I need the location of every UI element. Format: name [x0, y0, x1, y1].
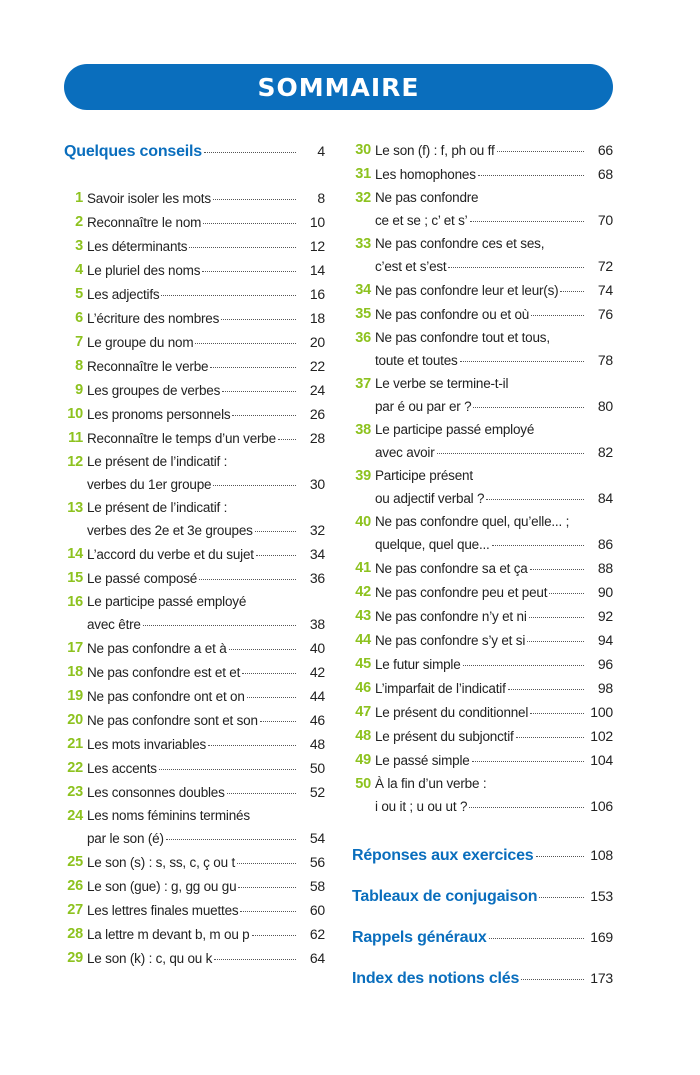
dot-leader: [227, 792, 296, 794]
page-number: 16: [309, 286, 325, 302]
dot-leader: [463, 664, 584, 666]
toc-column-right: [352, 139, 613, 1007]
page-number: 8: [317, 190, 325, 206]
page-number: 40: [309, 640, 325, 656]
dot-leader: [240, 910, 296, 912]
dot-leader: [489, 937, 584, 939]
entry-title-line: Le participe passé employé: [375, 422, 535, 437]
page-number: 94: [597, 632, 613, 648]
chapter-number: 6: [75, 310, 83, 326]
page-number: 46: [309, 712, 325, 728]
dot-leader: [486, 498, 584, 500]
entry-title-line: Réponses aux exercices: [352, 847, 534, 864]
page-number: 72: [597, 258, 613, 274]
dot-leader: [521, 978, 584, 980]
chapter-number: 38: [355, 422, 371, 438]
page-number: 14: [309, 262, 325, 278]
page-number: 74: [597, 282, 613, 298]
page-number: 58: [309, 878, 325, 894]
entry-title-line: Tableaux de conjugaison: [352, 888, 538, 905]
toc-entry[interactable]: [64, 947, 325, 969]
toc-entry[interactable]: [64, 211, 325, 233]
chapter-number: 34: [355, 282, 371, 298]
dot-leader: [469, 806, 584, 808]
entry-title-line: Reconnaître le verbe: [87, 359, 209, 374]
chapter-number: 4: [75, 262, 83, 278]
chapter-number: 17: [67, 640, 83, 656]
entry-title-line: Le présent de l’indicatif :: [87, 454, 228, 469]
entry-title-line: Les adjectifs: [87, 287, 160, 302]
dot-leader: [560, 290, 584, 292]
dot-leader: [529, 616, 584, 618]
entry-title-line: Ne pas confondre sont et son: [87, 713, 258, 728]
entry-title-line: Ne pas confondre: [375, 190, 479, 205]
page-number: 44: [309, 688, 325, 704]
page-number: 36: [309, 570, 325, 586]
entry-title-line: Reconnaître le temps d’un verbe: [87, 431, 276, 446]
page-number: 96: [597, 656, 613, 672]
entry-title-line: Ne pas confondre sa et ça: [375, 561, 528, 576]
title-banner: [64, 64, 613, 110]
dot-leader: [460, 360, 584, 362]
chapter-number: 25: [67, 854, 83, 870]
entry-title-line: c’est et s’est: [375, 259, 447, 274]
entry-title-line: La lettre m devant b, m ou p: [87, 927, 250, 942]
entry-title-line: Ne pas confondre peu et peut: [375, 585, 548, 600]
entry-title-line: Les homophones: [375, 167, 476, 182]
page-number: 106: [590, 798, 613, 814]
dot-leader: [470, 220, 585, 222]
dot-leader: [208, 744, 296, 746]
toc-entry[interactable]: [352, 327, 613, 371]
chapter-number: 12: [67, 454, 83, 470]
dot-leader: [527, 640, 584, 642]
chapter-number: 8: [75, 358, 83, 374]
chapter-number: 35: [355, 306, 371, 322]
page-number: 66: [597, 142, 613, 158]
entry-title-line: Les pronoms personnels: [87, 407, 231, 422]
entry-title-line: Ne pas confondre ces et ses,: [375, 236, 545, 251]
toc-entry[interactable]: [64, 709, 325, 731]
chapter-number: 43: [355, 608, 371, 624]
page-number: 76: [597, 306, 613, 322]
entry-title-line: avec être: [87, 617, 141, 632]
page-number: 90: [597, 584, 613, 600]
dot-leader: [159, 768, 296, 770]
chapter-number: 31: [355, 166, 371, 182]
toc-entry[interactable]: [64, 923, 325, 945]
toc-entry[interactable]: [64, 307, 325, 329]
entry-title-line: Les mots invariables: [87, 737, 207, 752]
page-number: 88: [597, 560, 613, 576]
dot-leader: [508, 688, 584, 690]
entry-title-line: Ne pas confondre s’y et si: [375, 633, 526, 648]
entry-title-line: Le pluriel des noms: [87, 263, 201, 278]
page-number: 60: [309, 902, 325, 918]
page-number: 108: [590, 847, 613, 863]
toc-entry[interactable]: [352, 419, 613, 463]
dot-leader: [531, 314, 584, 316]
page-number: 153: [590, 888, 613, 904]
page-number: 24: [309, 382, 325, 398]
entry-title-line: Le son (gue) : g, gg ou gu: [87, 879, 237, 894]
entry-title-line: Ne pas confondre ont et on: [87, 689, 245, 704]
toc-entry[interactable]: [352, 373, 613, 417]
chapter-number: 1: [75, 190, 83, 206]
toc-entry[interactable]: [352, 233, 613, 277]
page-number: 98: [597, 680, 613, 696]
toc-section[interactable]: [352, 884, 613, 908]
chapter-number: 28: [67, 926, 83, 942]
toc-entry[interactable]: [352, 677, 613, 699]
dot-leader: [229, 648, 297, 650]
dot-leader: [238, 886, 296, 888]
toc-entry[interactable]: [64, 781, 325, 803]
toc-section[interactable]: [352, 925, 613, 949]
chapter-number: 29: [67, 950, 83, 966]
page-number: 4: [317, 143, 325, 159]
chapter-number: 11: [68, 430, 83, 446]
toc-entry[interactable]: [64, 379, 325, 401]
page-number: 64: [309, 950, 325, 966]
entry-title-line: Le son (s) : s, ss, c, ç ou t: [87, 855, 235, 870]
dot-leader: [203, 222, 296, 224]
toc-entry[interactable]: [352, 187, 613, 231]
entry-title-line: Quelques conseils: [64, 143, 202, 160]
page-title: SOMMAIRE: [257, 72, 420, 102]
dot-leader: [195, 342, 296, 344]
dot-leader: [242, 672, 296, 674]
chapter-number: 5: [75, 286, 83, 302]
dot-leader: [255, 530, 296, 532]
dot-leader: [166, 838, 296, 840]
page-number: 84: [597, 490, 613, 506]
chapter-number: 46: [355, 680, 371, 696]
chapter-number: 47: [355, 704, 371, 720]
chapter-number: 22: [67, 760, 83, 776]
page-number: 80: [597, 398, 613, 414]
entry-title-line: verbes des 2e et 3e groupes: [87, 523, 253, 538]
chapter-number: 40: [355, 514, 371, 530]
dot-leader: [202, 270, 296, 272]
dot-leader: [472, 760, 584, 762]
toc-entry[interactable]: [352, 725, 613, 747]
chapter-number: 49: [355, 752, 371, 768]
chapter-number: 10: [67, 406, 83, 422]
toc-section[interactable]: [352, 966, 613, 990]
dot-leader: [214, 958, 296, 960]
entry-title-line: Ne pas confondre n’y et ni: [375, 609, 527, 624]
toc-entry[interactable]: [64, 591, 325, 635]
entry-title-line: ou adjectif verbal ?: [375, 491, 485, 506]
page-number: 48: [309, 736, 325, 752]
chapter-number: 32: [355, 190, 371, 206]
toc-entry[interactable]: [64, 543, 325, 565]
entry-title-line: Le présent de l’indicatif :: [87, 500, 228, 515]
toc-entry[interactable]: [352, 653, 613, 675]
dot-leader: [189, 246, 296, 248]
dot-leader: [143, 624, 296, 626]
page-number: 22: [309, 358, 325, 374]
entry-title-line: verbes du 1er groupe: [87, 477, 212, 492]
chapter-number: 18: [67, 664, 83, 680]
dot-leader: [199, 578, 296, 580]
page-number: 30: [309, 476, 325, 492]
dot-leader: [221, 318, 296, 320]
dot-leader: [222, 390, 296, 392]
chapter-number: 19: [67, 688, 83, 704]
dot-leader: [161, 294, 296, 296]
page-number: 86: [597, 536, 613, 552]
page-number: 52: [309, 784, 325, 800]
dot-leader: [213, 484, 296, 486]
chapter-number: 39: [355, 468, 371, 484]
chapter-number: 7: [75, 334, 83, 350]
chapter-number: 44: [355, 632, 371, 648]
entry-title-line: Le futur simple: [375, 657, 461, 672]
page-number: 92: [597, 608, 613, 624]
page-number: 100: [590, 704, 613, 720]
entry-title-line: Index des notions clés: [352, 970, 520, 987]
toc-entry[interactable]: [64, 355, 325, 377]
toc-entry[interactable]: [352, 773, 613, 817]
page-number: 42: [309, 664, 325, 680]
entry-title-line: Les noms féminins terminés: [87, 808, 250, 823]
entry-title-line: Le participe passé employé: [87, 594, 247, 609]
chapter-number: 50: [355, 776, 371, 792]
toc-entry[interactable]: [352, 465, 613, 509]
chapter-number: 37: [355, 376, 371, 392]
entry-title-line: Rappels généraux: [352, 929, 487, 946]
toc-entry[interactable]: [352, 701, 613, 723]
entry-title-line: par le son (é): [87, 831, 164, 846]
toc-entry[interactable]: [64, 259, 325, 281]
chapter-number: 23: [67, 784, 83, 800]
dot-leader: [530, 568, 584, 570]
toc-entry[interactable]: [64, 685, 325, 707]
page-number: 169: [590, 929, 613, 945]
entry-title-line: Ne pas confondre ou et où: [375, 307, 530, 322]
page-number: 34: [309, 546, 325, 562]
dot-leader: [252, 934, 297, 936]
chapter-number: 48: [355, 728, 371, 744]
toc-entry[interactable]: [64, 851, 325, 873]
dot-leader: [516, 736, 584, 738]
entry-title-line: L’imparfait de l’indicatif: [375, 681, 506, 696]
dot-leader: [549, 592, 584, 594]
entry-title-line: L’écriture des nombres: [87, 311, 220, 326]
dot-leader: [213, 198, 296, 200]
entry-title-line: Le présent du subjonctif: [375, 729, 514, 744]
dot-leader: [437, 452, 584, 454]
toc-entry[interactable]: [352, 163, 613, 185]
toc-entry[interactable]: [64, 661, 325, 683]
page-number: 10: [309, 214, 325, 230]
entry-title-line: avec avoir: [375, 445, 435, 460]
toc-entry[interactable]: [64, 733, 325, 755]
dot-leader: [478, 174, 584, 176]
toc-entry[interactable]: [64, 187, 325, 209]
entry-title-line: Le son (k) : c, qu ou k: [87, 951, 213, 966]
page-number: 28: [309, 430, 325, 446]
chapter-number: 21: [67, 736, 83, 752]
chapter-number: 26: [67, 878, 83, 894]
page-number: 78: [597, 352, 613, 368]
dot-leader: [448, 266, 584, 268]
dot-leader: [536, 855, 585, 857]
chapter-number: 9: [75, 382, 83, 398]
dot-leader: [278, 438, 296, 440]
entry-title-line: Le groupe du nom: [87, 335, 194, 350]
toc-entry[interactable]: [64, 805, 325, 849]
page-number: 68: [597, 166, 613, 182]
entry-title-line: Les consonnes doubles: [87, 785, 225, 800]
toc-entry[interactable]: [64, 451, 325, 495]
toc-entry[interactable]: [64, 497, 325, 541]
entry-title-line: Les déterminants: [87, 239, 188, 254]
dot-leader: [210, 366, 296, 368]
entry-title-line: Le son (f) : f, ph ou ff: [375, 143, 495, 158]
page-number: 102: [590, 728, 613, 744]
toc-entry[interactable]: [64, 331, 325, 353]
page-number: 70: [597, 212, 613, 228]
entry-title-line: Les lettres finales muettes: [87, 903, 239, 918]
toc-section[interactable]: [352, 843, 613, 867]
chapter-number: 3: [75, 238, 83, 254]
toc-entry[interactable]: [64, 403, 325, 425]
chapter-number: 33: [355, 236, 371, 252]
chapter-number: 2: [75, 214, 83, 230]
page-number: 12: [309, 238, 325, 254]
entry-title-line: Participe présent: [375, 468, 473, 483]
page-number: 26: [309, 406, 325, 422]
entry-title-line: ce et se ; c’ et s’: [375, 213, 468, 228]
chapter-number: 20: [67, 712, 83, 728]
entry-title-line: Ne pas confondre leur et leur(s): [375, 283, 559, 298]
page-number: 173: [590, 970, 613, 986]
page-number: 20: [309, 334, 325, 350]
page-number: 104: [590, 752, 613, 768]
dot-leader: [539, 896, 584, 898]
entry-title-line: Reconnaître le nom: [87, 215, 202, 230]
page-number: 82: [597, 444, 613, 460]
toc-entry[interactable]: [64, 757, 325, 779]
dot-leader: [473, 406, 584, 408]
entry-title-line: quelque, quel que...: [375, 537, 490, 552]
dot-leader: [492, 544, 584, 546]
toc-entry[interactable]: [64, 899, 325, 921]
toc-entry[interactable]: [352, 581, 613, 603]
entry-title-line: Ne pas confondre a et à: [87, 641, 227, 656]
chapter-number: 14: [67, 546, 83, 562]
chapter-number: 41: [355, 560, 371, 576]
page-number: 56: [309, 854, 325, 870]
page-number: 18: [309, 310, 325, 326]
toc-entry[interactable]: [64, 283, 325, 305]
dot-leader: [260, 720, 296, 722]
chapter-number: 15: [67, 570, 83, 586]
dot-leader: [204, 151, 296, 153]
entry-title-line: Savoir isoler les mots: [87, 191, 211, 206]
chapter-number: 13: [67, 500, 83, 516]
toc-entry[interactable]: [352, 511, 613, 555]
page-number: 38: [309, 616, 325, 632]
toc-entry[interactable]: [352, 749, 613, 771]
entry-title-line: Le passé simple: [375, 753, 470, 768]
chapter-number: 36: [355, 330, 371, 346]
page-number: 50: [309, 760, 325, 776]
entry-title-line: Les groupes de verbes: [87, 383, 221, 398]
chapter-number: 42: [355, 584, 371, 600]
entry-title-line: toute et toutes: [375, 353, 458, 368]
entry-title-line: Ne pas confondre quel, qu’elle... ;: [375, 514, 570, 529]
entry-title-line: i ou it ; u ou ut ?: [375, 799, 468, 814]
toc-entry[interactable]: [352, 605, 613, 627]
chapter-number: 30: [355, 142, 371, 158]
entry-title-line: Ne pas confondre est et et: [87, 665, 241, 680]
toc-column-left: [64, 139, 325, 971]
entry-title-line: Le verbe se termine-t-il: [375, 376, 509, 391]
toc-entry[interactable]: [64, 875, 325, 897]
entry-title-line: par é ou par er ?: [375, 399, 472, 414]
toc-entry[interactable]: [64, 567, 325, 589]
dot-leader: [232, 414, 296, 416]
entry-title-line: À la fin d’un verbe :: [375, 776, 487, 791]
toc-section-quelques-conseils[interactable]: [64, 139, 325, 163]
toc-entry[interactable]: [352, 139, 613, 161]
entry-title-line: Le présent du conditionnel: [375, 705, 529, 720]
toc-entry[interactable]: [352, 279, 613, 301]
toc-entry[interactable]: [352, 629, 613, 651]
page-number: 62: [309, 926, 325, 942]
chapter-number: 27: [67, 902, 83, 918]
chapter-number: 45: [355, 656, 371, 672]
toc-entry[interactable]: [64, 637, 325, 659]
page-number: 54: [309, 830, 325, 846]
entry-title-line: Les accents: [87, 761, 157, 776]
entry-title-line: Le passé composé: [87, 571, 198, 586]
entry-title-line: Ne pas confondre tout et tous,: [375, 330, 550, 345]
chapter-number: 16: [67, 594, 83, 610]
dot-leader: [530, 712, 584, 714]
toc-entry[interactable]: [352, 303, 613, 325]
dot-leader: [256, 554, 296, 556]
dot-leader: [497, 150, 584, 152]
entry-title-line: L’accord du verbe et du sujet: [87, 547, 254, 562]
page-number: 32: [309, 522, 325, 538]
dot-leader: [237, 862, 296, 864]
chapter-number: 24: [67, 808, 83, 824]
toc-entry[interactable]: [64, 427, 325, 449]
toc-entry[interactable]: [352, 557, 613, 579]
toc-entry[interactable]: [64, 235, 325, 257]
dot-leader: [247, 696, 296, 698]
